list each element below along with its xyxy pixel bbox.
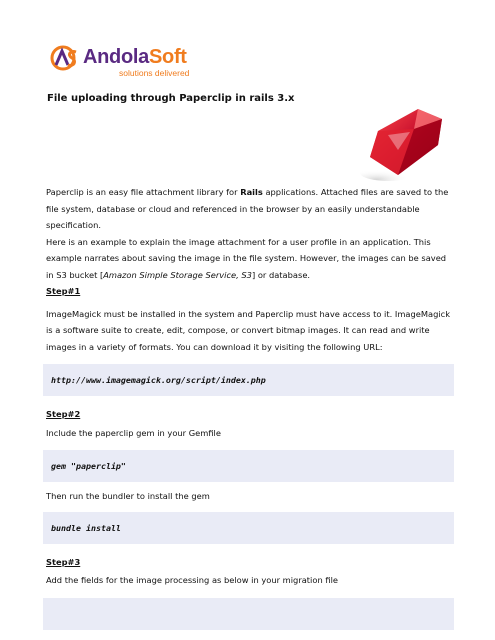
- step2-code-block: gem "paperclip": [43, 450, 454, 482]
- step3-heading: Step#3: [46, 556, 81, 567]
- step3-text: Add the fields for the image processing as below in your migration file: [46, 575, 338, 585]
- step1-code-block: http://www.imagemagick.org/script/index.php: [43, 364, 454, 396]
- step2-text: Include the paperclip gem in your Gemfile: [46, 427, 221, 438]
- ruby-gem-icon: [358, 105, 446, 183]
- step3-code-block: [43, 598, 454, 630]
- andolasoft-logo-icon: [50, 43, 80, 73]
- document-title: File uploading through Paperclip in rails 3.x: [47, 93, 295, 104]
- step1-text: ImageMagick must be installed in the system and Paperclip must have access to it. ImageMagick is a software suite to create, edit, compose, or convert bitmap images. It can read and write images in a variety of formats. You can download it by visiting the following URL:: [46, 308, 451, 352]
- document-body: [46, 184, 451, 630]
- intro-paragraph-1: Paperclip is an easy file attachment library for Rails applications. Attached files are saved to the file system, database or cloud and referenced in the browser by an easily understandable specification.: [46, 187, 449, 230]
- step1-heading: Step#1: [46, 286, 81, 296]
- logo-wordmark: AndolaSoft: [83, 46, 187, 68]
- intro-paragraph-2: Here is an example to explain the image attachment for a user profile in an application. This example narrates about saving the image in the file system. However, the images can be saved in S3 bucket [Amazon Simple Storage Service, S3] or database.: [46, 236, 447, 280]
- logo-tagline: solutions delivered: [119, 68, 190, 78]
- step2-heading: Step#2: [46, 409, 81, 419]
- step2-code-block-2: bundle install: [43, 512, 454, 544]
- andolasoft-logo: [50, 43, 210, 83]
- step2-text-2: Then run the bundler to install the gem: [46, 491, 210, 501]
